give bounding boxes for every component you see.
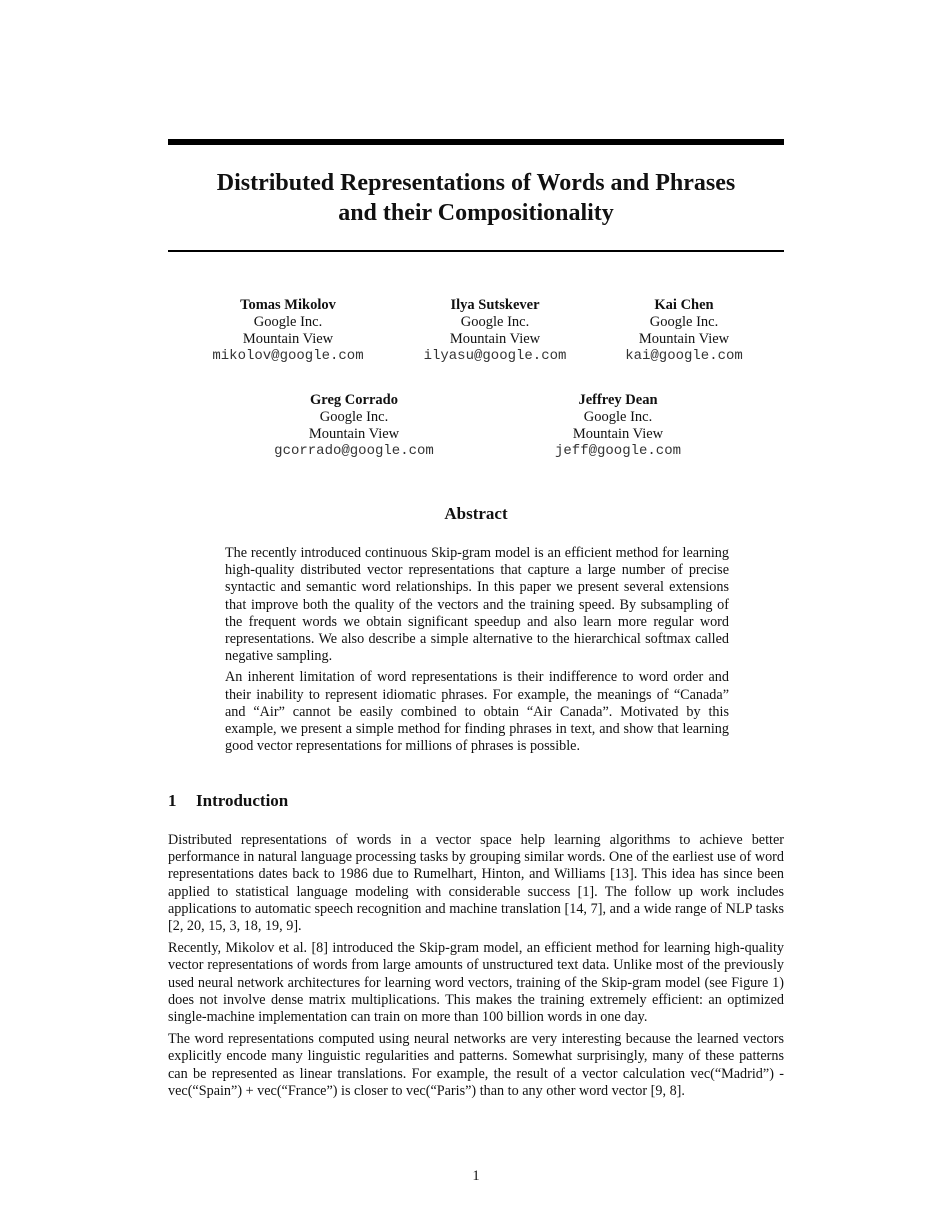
author-name: Tomas Mikolov (240, 297, 336, 313)
section-number: 1 (168, 791, 177, 810)
author-location: Mountain View (308, 426, 400, 442)
title-line-1: Distributed Representations of Words and Phrases (216, 170, 736, 196)
author-email: kai@google.com (625, 348, 743, 364)
author-block (244, 392, 464, 460)
author-name: Greg Corrado (310, 392, 398, 408)
author-affiliation: Google Inc. (649, 314, 719, 330)
title-line-2: and their Compositionality (338, 200, 614, 226)
abstract-heading: Abstract (444, 504, 508, 523)
author-location: Mountain View (449, 331, 541, 347)
author-email: jeff@google.com (554, 443, 682, 459)
author-location: Mountain View (638, 331, 730, 347)
author-email: ilyasu@google.com (423, 348, 567, 364)
page-number: 1 (472, 1168, 480, 1184)
author-block (385, 297, 605, 365)
introduction-body (168, 832, 784, 1105)
title-top-rule (168, 139, 784, 145)
author-location: Mountain View (242, 331, 334, 347)
author-affiliation: Google Inc. (253, 314, 323, 330)
body-paragraph: The word representations computed using neural networks are very interesting because the learned vectors explicitly encode many linguistic regularities and patterns. Somewhat surprisingly, many of these patterns can be represented as linear translations. For example, the result of a vector calculation vec(“Madrid”) - vec(“Spain”) + vec(“France”) is closer to vec(“Paris”) than to any other word vector [9, 8]. (168, 1031, 784, 1099)
author-affiliation: Google Inc. (460, 314, 530, 330)
author-name: Jeffrey Dean (578, 392, 658, 408)
author-name: Kai Chen (654, 297, 714, 313)
paper-title (168, 168, 784, 228)
author-affiliation: Google Inc. (583, 409, 653, 425)
title-bottom-rule (168, 250, 784, 252)
author-location: Mountain View (572, 426, 664, 442)
author-block (574, 297, 794, 365)
section-title: Introduction (196, 791, 289, 810)
abstract-paragraph: An inherent limitation of word representations is their indifference to word order and their inability to represent idiomatic phrases. For example, the meanings of “Canada” and “Air” cannot be easily combined to obtain “Air Canada”. Motivated by this example, we present a simple method for finding phrases in text, and show that learning good vector representations for millions of phrases is possible. (225, 669, 729, 755)
section-heading-introduction (168, 790, 288, 812)
abstract-paragraph: The recently introduced continuous Skip-gram model is an efficient method for learning high-quality distributed vector representations that capture a large number of precise syntactic and semantic word relationships. In this paper we present several extensions that improve both the quality of the vectors and the training speed. By subsampling of the frequent words we obtain significant speedup and also learn more regular word representations. We also describe a simple alternative to the hierarchical softmax called negative sampling. (225, 545, 729, 665)
body-paragraph: Distributed representations of words in a vector space help learning algorithms to achieve better performance in natural language processing tasks by grouping similar words. One of the earliest use of word representations dates back to 1986 due to Rumelhart, Hinton, and Williams [13]. This idea has since been applied to statistical language modeling with considerable success [1]. The follow up work includes applications to automatic speech recognition and machine translation [14, 7], and a wide range of NLP tasks [2, 20, 15, 3, 18, 19, 9]. (168, 832, 784, 935)
author-block (508, 392, 728, 460)
abstract-body (225, 545, 729, 759)
author-block (178, 297, 398, 365)
author-name: Ilya Sutskever (450, 297, 540, 313)
author-affiliation: Google Inc. (319, 409, 389, 425)
body-paragraph: Recently, Mikolov et al. [8] introduced the Skip-gram model, an efficient method for learning high-quality vector representations of words from large amounts of unstructured text data. Unlike most of the previously used neural network architectures for learning word vectors, training of the Skip-gram model (see Figure 1) does not involve dense matrix multiplications. This makes the training extremely efficient: an optimized single-machine implementation can train on more than 100 billion words in one day. (168, 940, 784, 1026)
author-email: gcorrado@google.com (274, 443, 434, 459)
author-email: mikolov@google.com (212, 348, 364, 364)
